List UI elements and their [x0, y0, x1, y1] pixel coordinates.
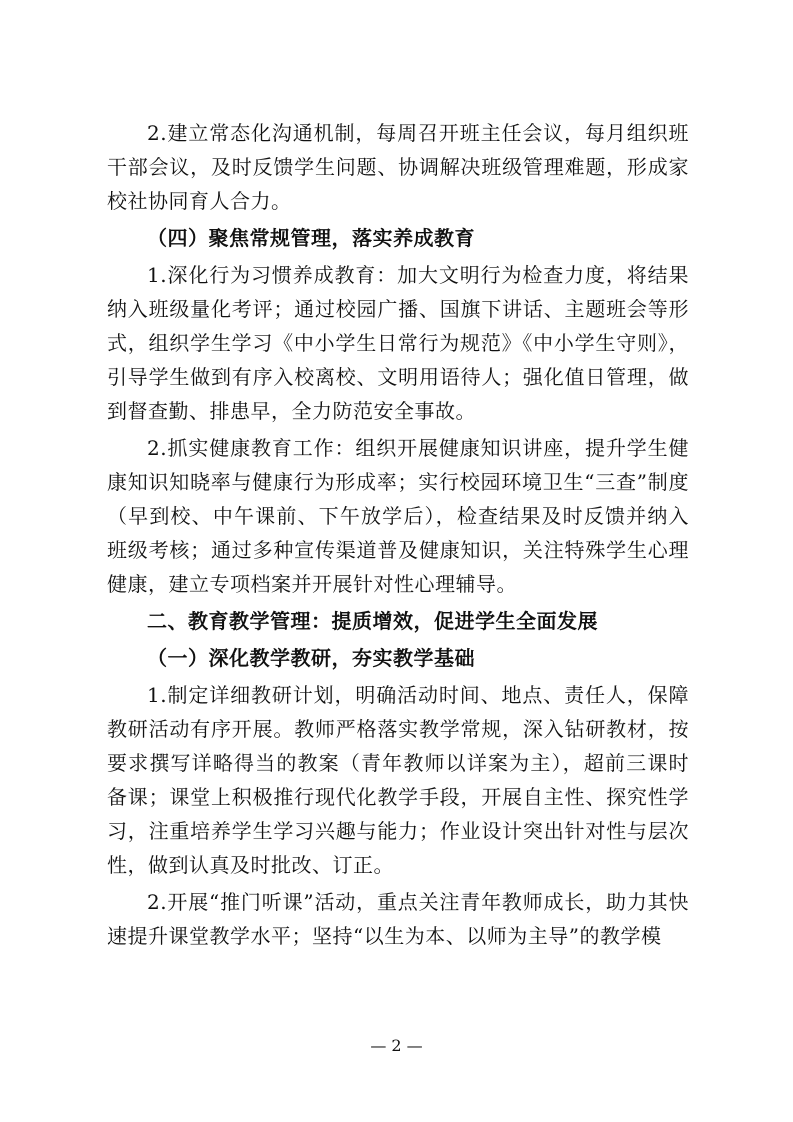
paragraph-communication-mechanism: 2.建立常态化沟通机制，每周召开班主任会议，每月组织班干部会议，及时反馈学生问题、协调解决班级管理难题，形成家校社协同育人合力。 — [107, 121, 689, 213]
paragraph-health-education: 2.抓实健康教育工作：组织开展健康知识讲座，提升学生健康知识知晓率与健康行为形成率；实行校园环境卫生“三查”制度（早到校、中午课前、下午放学后），检查结果及时反馈并纳入班级考核；通过多种宣传渠道普及健康知识，关注特殊学生心理健康，建立专项档案并开展针对性心理辅导。 — [107, 436, 689, 596]
document-body — [107, 116, 689, 956]
page-number: — 2 — — [370, 1036, 423, 1055]
section-heading-teaching-research: （一）深化教学教研，夯实教学基础 — [147, 646, 475, 670]
chapter-heading-teaching-management: 二、教育教学管理：提质增效，促进学生全面发展 — [147, 609, 598, 633]
section-heading-routine-management: （四）聚焦常规管理，落实养成教育 — [147, 226, 475, 250]
paragraph-class-observation: 2.开展“推门听课”活动，重点关注青年教师成长，助力其快速提升课堂教学水平；坚持“以生为本、以师为主导”的教学模 — [107, 890, 689, 948]
paragraph-behavior-habits: 1.深化行为习惯养成教育：加大文明行为检查力度，将结果纳入班级量化考评；通过校园广播、国旗下讲话、主题班会等形式，组织学生学习《中小学生日常行为规范》《中小学生守则》，引导学生做到有序入校离校、文明用语待人；强化值日管理，做到督查勤、排患早，全力防范安全事故。 — [107, 263, 689, 423]
paragraph-research-plan: 1.制定详细教研计划，明确活动时间、地点、责任人，保障教研活动有序开展。教师严格落实教学常规，深入钻研教材，按要求撰写详略得当的教案（青年教师以详案为主），超前三课时备课；课堂上积极推行现代化教学手段，开展自主性、探究性学习，注重培养学生学习兴趣与能力；作业设计突出针对性与层次性，做到认真及时批改、订正。 — [107, 683, 689, 877]
